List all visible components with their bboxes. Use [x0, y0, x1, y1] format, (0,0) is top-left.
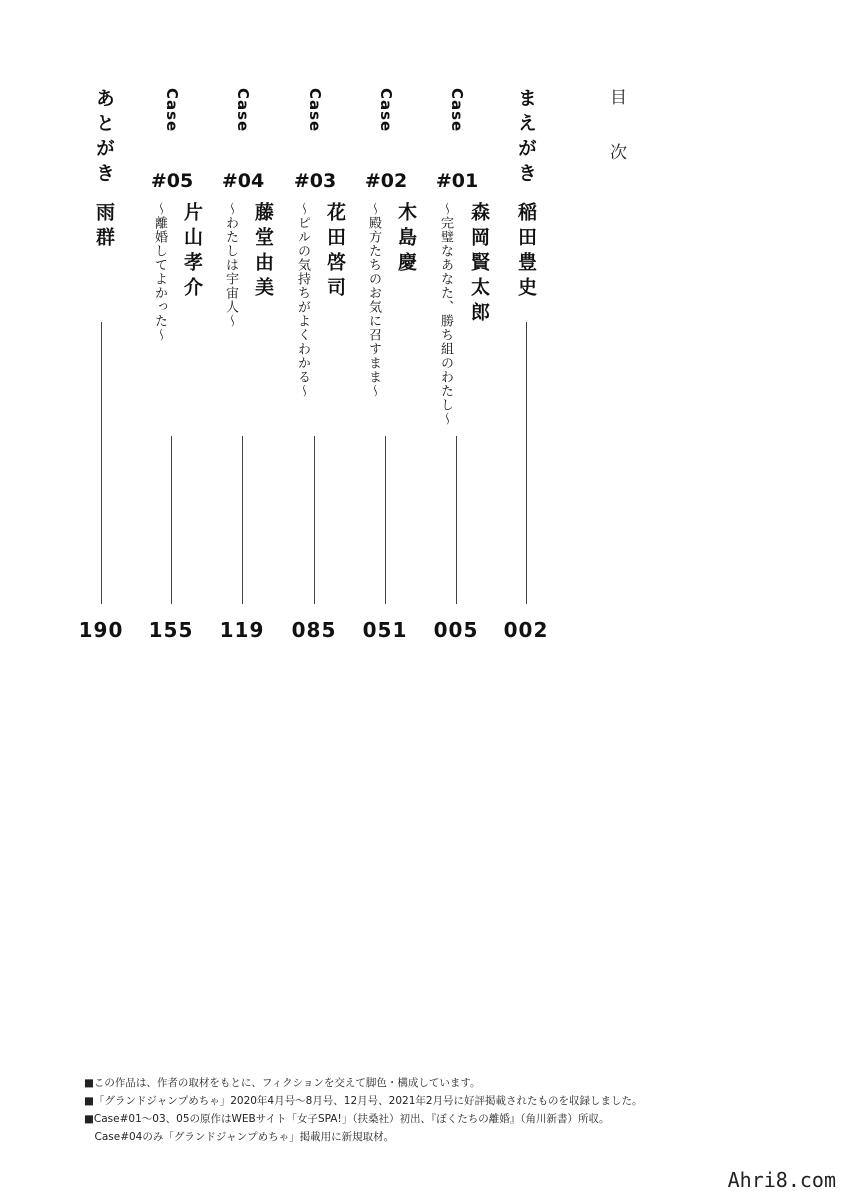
note-line: ■この作品は、作者の取材をもとに、フィクションを交えて脚色・構成しています。 — [84, 1077, 481, 1089]
afterword-heading: あとがき — [93, 88, 115, 188]
case-number: #04 — [221, 170, 265, 192]
afterword-page: 190 — [78, 618, 124, 642]
case-rule — [171, 436, 172, 604]
notes — [84, 1074, 643, 1146]
case-author: 藤堂由美 — [252, 202, 274, 302]
case-label: Case — [377, 88, 395, 133]
case-subtitle: 〜ピルの気持ちがよくわかる〜 — [295, 202, 310, 398]
case-rule — [242, 436, 243, 604]
case-label: Case — [306, 88, 324, 133]
case-author: 花田啓司 — [324, 202, 346, 302]
preface-author: 稲田豊史 — [515, 202, 537, 302]
case-page: 005 — [433, 618, 479, 642]
case-rule — [314, 436, 315, 604]
case-label: Case — [448, 88, 466, 133]
toc-title: 目次 — [606, 88, 626, 198]
afterword-rule — [101, 322, 102, 604]
case-page: 051 — [362, 618, 408, 642]
case-label: Case — [163, 88, 181, 133]
case-page: 085 — [291, 618, 337, 642]
case-author: 片山孝介 — [181, 202, 203, 302]
case-subtitle: 〜わたしは宇宙人〜 — [223, 202, 238, 328]
case-subtitle: 〜殿方たちのお気に召すまま〜 — [366, 202, 381, 398]
afterword-author: 雨群 — [93, 202, 115, 252]
watermark: Ahri8.com — [727, 1168, 836, 1192]
case-number: #02 — [364, 170, 408, 192]
note-line: ■Case#01〜03、05の原作はWEBサイト「女子SPA!」（扶桑社）初出、『ぼくたちの離婚』（角川新書）所収。 — [84, 1113, 610, 1125]
case-rule — [385, 436, 386, 604]
note-line: Case#04のみ「グランドジャンプめちゃ」掲載用に新規取材。 — [84, 1131, 395, 1143]
preface-heading: まえがき — [515, 88, 537, 188]
case-subtitle: 〜離婚してよかった〜 — [152, 202, 167, 342]
case-author: 木島慶 — [395, 202, 417, 277]
case-number: #05 — [150, 170, 194, 192]
preface-page: 002 — [503, 618, 549, 642]
case-number: #03 — [293, 170, 337, 192]
case-author: 森岡賢太郎 — [468, 202, 490, 327]
case-page: 119 — [219, 618, 265, 642]
case-label: Case — [234, 88, 252, 133]
preface-rule — [526, 322, 527, 604]
case-number: #01 — [435, 170, 479, 192]
note-line: ■「グランドジャンプめちゃ」2020年4月号〜8月号、12月号、2021年2月号に好評掲載されたものを収録しました。 — [84, 1095, 643, 1107]
case-page: 155 — [148, 618, 194, 642]
case-subtitle: 〜完璧なあなた、勝ち組のわたし〜 — [438, 202, 453, 426]
case-rule — [456, 436, 457, 604]
